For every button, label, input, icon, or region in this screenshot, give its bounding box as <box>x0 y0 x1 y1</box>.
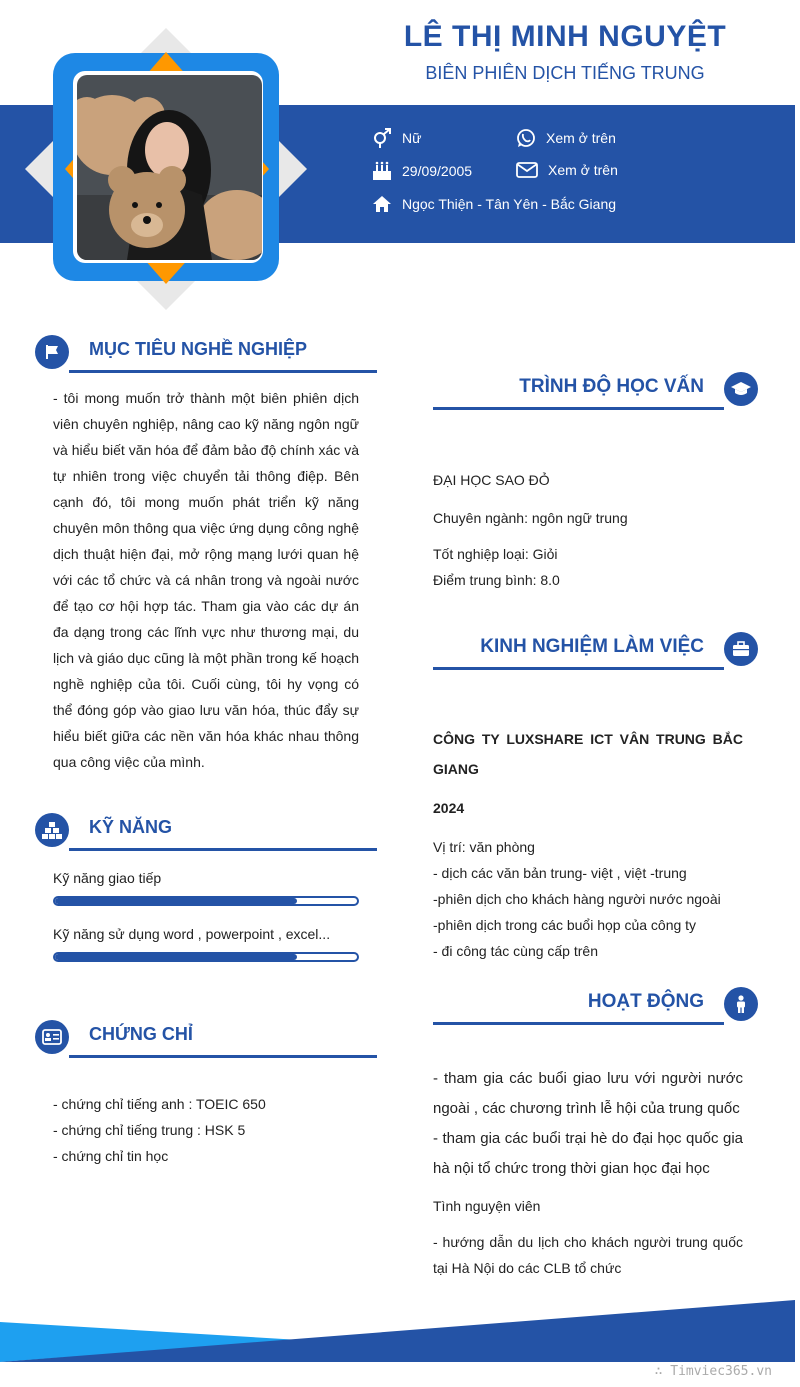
experience-title: KINH NGHIỆM LÀM VIỆC <box>480 636 704 657</box>
certificates-list <box>53 1091 266 1169</box>
gender-info <box>372 128 421 148</box>
certificate-icon <box>35 1020 69 1054</box>
objective-title: MỤC TIÊU NGHỀ NGHIỆP <box>89 339 308 359</box>
list-item: -phiên dịch cho khách hàng người nước ngoài <box>433 891 721 907</box>
activity-paragraph: - tham gia các buổi giao lưu với người nước ngoài , các chương trình lễ hội của trung quốc <box>433 1070 743 1117</box>
school-name: ĐẠI HỌC SAO ĐỎ <box>433 472 550 488</box>
email-value: Xem ở trên <box>548 162 618 178</box>
activity-paragraph: - tham gia các buổi trại hè do đại học quốc gia hà nội tổ chức trong thời gian học đại học <box>433 1130 743 1177</box>
list-item: -phiên dịch trong các buổi họp của công ty <box>433 917 697 933</box>
phone-icon <box>516 128 536 148</box>
education-title: TRÌNH ĐỘ HỌC VẤN <box>519 376 704 397</box>
skill-bar <box>53 952 359 962</box>
gender-value: Nữ <box>402 130 422 146</box>
gpa: Điểm trung bình: 8.0 <box>433 572 560 588</box>
skills-title: KỸ NĂNG <box>89 817 173 837</box>
address-value: Ngọc Thiện - Tân Yên - Bắc Giang <box>402 196 617 212</box>
skill-label: Kỹ năng sử dụng word , powerpoint , excel... <box>53 926 331 942</box>
major: Chuyên ngành: ngôn ngữ trung <box>433 510 628 526</box>
certificates-section-header <box>35 1018 377 1058</box>
work-year: 2024 <box>433 800 465 816</box>
list-item: - chứng chỉ tiếng trung : HSK 5 <box>53 1122 246 1138</box>
gender-icon <box>372 128 392 148</box>
address-info <box>372 194 616 214</box>
candidate-name: LÊ THỊ MINH NGUYỆT <box>403 20 727 53</box>
section-divider <box>69 1055 377 1058</box>
list-item: - chứng chỉ tin học <box>53 1148 169 1164</box>
home-icon <box>372 194 392 214</box>
skills-icon <box>35 813 69 847</box>
avatar-frame <box>25 28 307 310</box>
section-divider <box>433 667 724 670</box>
footer-decoration <box>0 1300 800 1362</box>
activity-paragraph: - hướng dẫn du lịch cho khách người trung quốc tại Hà Nội do các CLB tổ chức <box>433 1234 743 1276</box>
company-name: CÔNG TY LUXSHARE ICT VÂN TRUNG BẮC GIANG <box>433 731 743 777</box>
email-info <box>516 161 618 179</box>
list-item: Vị trí: văn phòng <box>433 839 535 855</box>
list-item: - đi công tác cùng cấp trên <box>433 943 598 959</box>
birthday-info <box>372 161 472 181</box>
section-divider <box>433 407 724 410</box>
birthday-value: 29/09/2005 <box>402 163 473 179</box>
experience-details <box>433 834 721 964</box>
education-section-header <box>433 370 758 410</box>
cake-icon <box>372 161 392 181</box>
graduation-cap-icon <box>724 372 758 406</box>
flag-icon <box>35 335 69 369</box>
email-icon <box>516 161 538 179</box>
objective-text: - tôi mong muốn trở thành một biên phiên dịch viên chuyên nghiệp, nâng cao kỹ năng ngôn ngữ và hiểu biết văn hóa để đảm bảo độ chính xác và tự nhiên trong việc chuyển tải thông điệp. Bên cạnh đó, tôi mong muốn phát triển kỹ năng chuyên môn thông qua việc ứng dụng công nghệ dịch thuật hiện đại, mở rộng mạng lưới quan hệ với các tổ chức và cá nhân trong và ngoài nước để tạo cơ hội hợp tác. Tham gia vào các dự án đa dạng trong các lĩnh vực như thương mại, du lịch và giáo dục cũng là một phần trong kế hoạch nghề nghiệp của tôi. Cuối cùng, tôi hy vọng có thể đóng góp vào giao lưu văn hóa, thúc đẩy sự hiểu biết giữa các nền văn hóa khác nhau thông qua công việc của mình. <box>53 390 359 770</box>
objective-section-header <box>35 333 377 373</box>
list-item: - dịch các văn bản trung- việt , việt -trung <box>433 865 687 881</box>
activities-section-header <box>433 985 758 1025</box>
graduation-rank: Tốt nghiệp loại: Giỏi <box>433 546 558 562</box>
certificates-title: CHỨNG CHỈ <box>89 1024 193 1044</box>
section-divider <box>433 1022 724 1025</box>
activities-title: HOẠT ĐỘNG <box>587 991 704 1012</box>
phone-value: Xem ở trên <box>546 130 616 146</box>
experience-section-header <box>433 630 758 670</box>
phone-info <box>516 128 616 148</box>
section-divider <box>69 848 377 851</box>
avatar <box>77 75 262 260</box>
section-divider <box>69 370 377 373</box>
person-icon <box>724 987 758 1021</box>
skill-label: Kỹ năng giao tiếp <box>53 870 162 886</box>
volunteer-role: Tình nguyện viên <box>433 1198 541 1214</box>
skill-bar-fill <box>55 898 297 904</box>
briefcase-icon <box>724 632 758 666</box>
skill-bar <box>53 896 359 906</box>
skill-bar-fill <box>55 954 297 960</box>
list-item: - chứng chỉ tiếng anh : TOEIC 650 <box>53 1096 266 1112</box>
skills-section-header <box>35 811 377 851</box>
job-title: BIÊN PHIÊN DỊCH TIẾNG TRUNG <box>425 63 705 83</box>
watermark: ∴ Timviec365.vn <box>654 1364 772 1379</box>
